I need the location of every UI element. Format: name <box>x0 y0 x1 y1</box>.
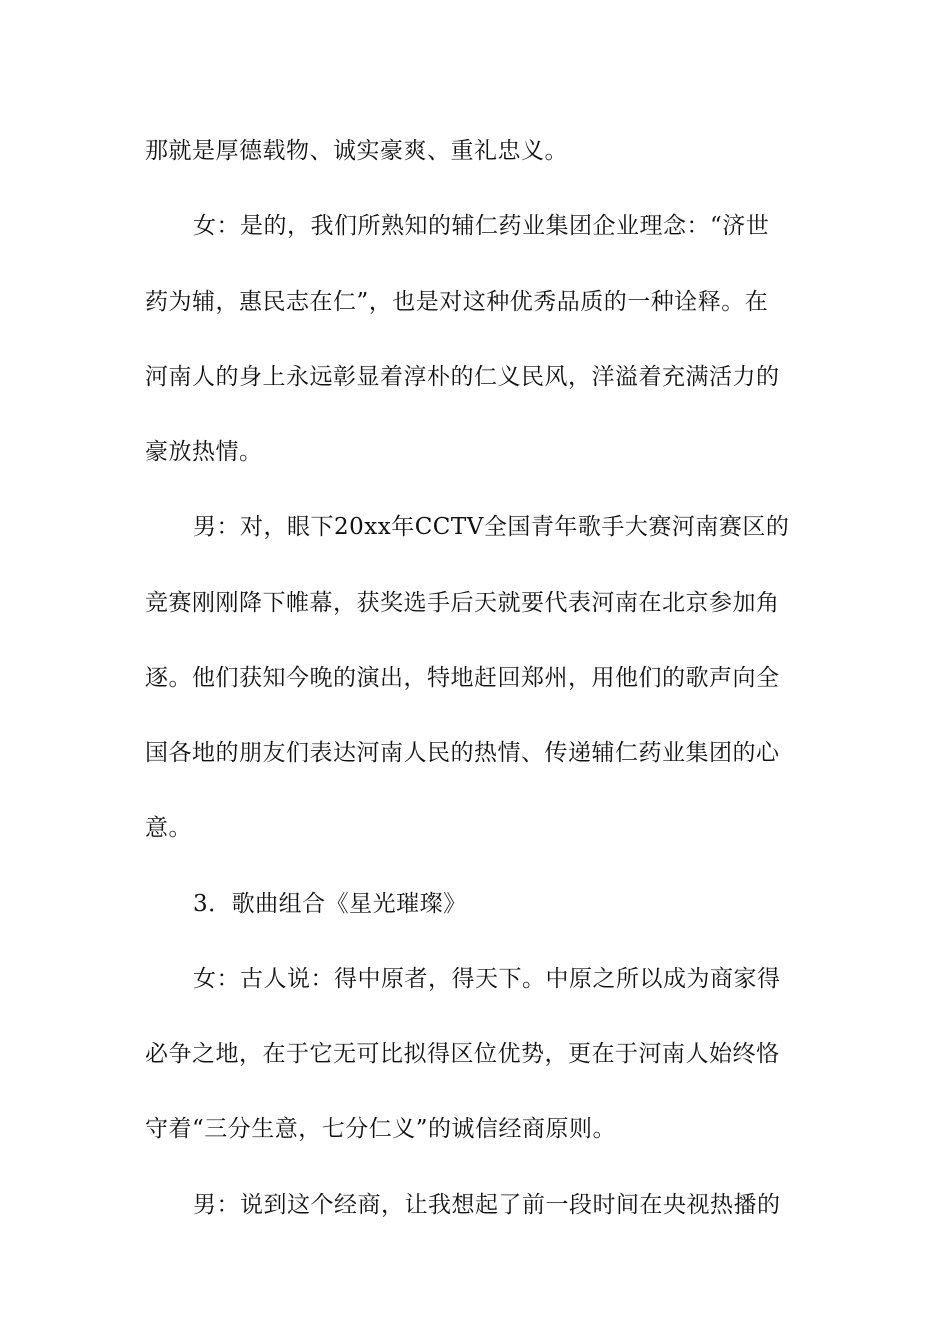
text-line: 那就是厚德载物、诚实豪爽、重礼忠义。 <box>145 138 568 164</box>
text-line: 意。 <box>145 815 192 841</box>
text-line: 必争之地，在于它无可比拟得区位优势，更在于河南人始终恪 <box>145 1041 780 1067</box>
text-line: 男：对，眼下20xx年CCTV全国青年歌手大赛河南赛区的 <box>193 514 790 540</box>
text-line: 豪放热情。 <box>145 439 263 465</box>
text-line: 竞赛刚刚降下帷幕，获奖选手后天就要代表河南在北京参加角 <box>145 590 780 616</box>
text-line: 守着“三分生意，七分仁义”的诚信经商原则。 <box>145 1116 617 1142</box>
text-line: 药为辅，惠民志在仁”，也是对这种优秀品质的一种诠释。在 <box>145 289 769 315</box>
text-line: 女：古人说：得中原者，得天下。中原之所以成为商家得 <box>193 966 781 992</box>
text-line: 国各地的朋友们表达河南人民的热情、传递辅仁药业集团的心 <box>145 740 780 766</box>
section-heading: 3．歌曲组合《星光璀璨》 <box>193 891 467 917</box>
text-line: 男：说到这个经商，让我想起了前一段时间在央视热播的 <box>193 1192 781 1218</box>
text-line: 逐。他们获知今晚的演出，特地赶回郑州，用他们的歌声向全 <box>145 665 780 691</box>
text-line: 女：是的，我们所熟知的辅仁药业集团企业理念：“济世 <box>193 213 770 239</box>
text-line: 河南人的身上永远彰显着淳朴的仁义民风，洋溢着充满活力的 <box>145 364 780 390</box>
